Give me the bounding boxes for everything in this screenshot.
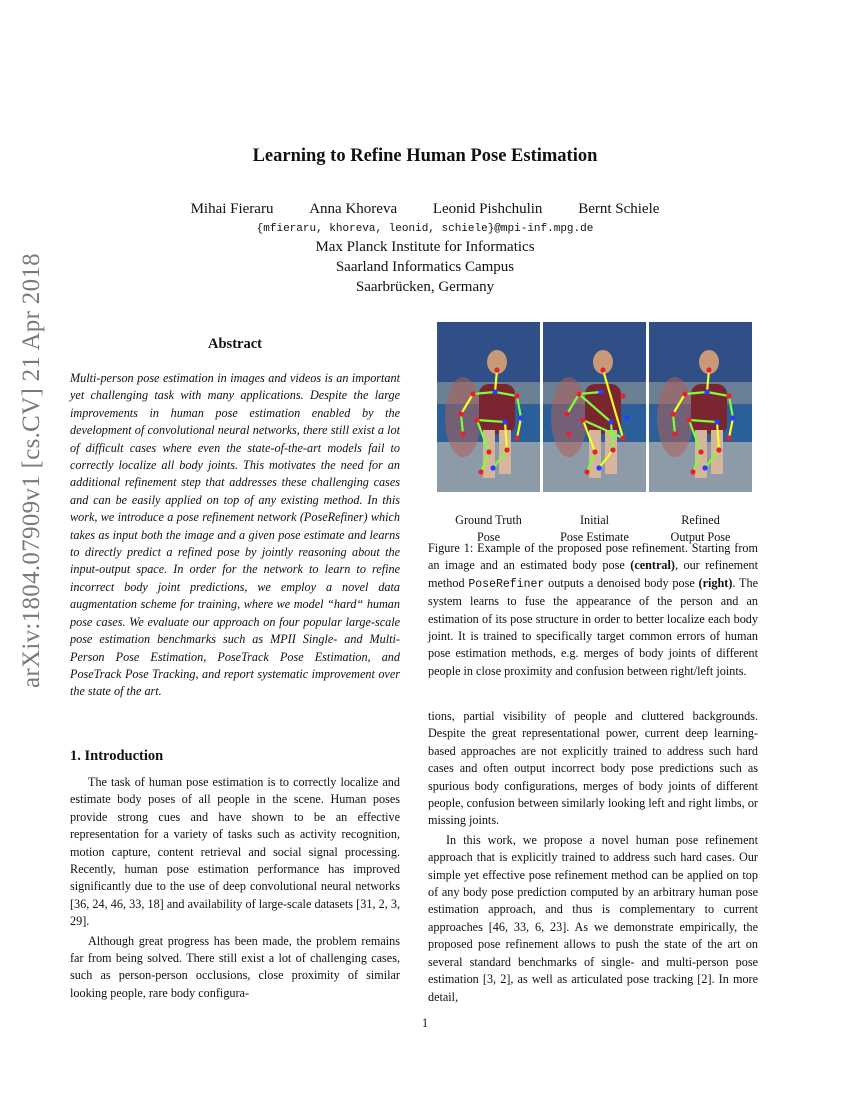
panel-label-text: Initial Pose Estimate [560, 513, 629, 544]
skeleton-joint [564, 411, 569, 416]
skeleton-joint [704, 389, 709, 394]
skeleton-joint [460, 431, 465, 436]
abstract-heading: Abstract [208, 336, 262, 352]
skeleton-joint [726, 435, 731, 440]
body-paragraph: In this work, we propose a novel human pose refinement approach that is explicitly trained to address such hard cases. Our simple yet effective pose refinement method can be applied on top of any body pose prediction computed by an arbitrary human pose estimation approach, and thus is complementary to current approaches [46, 33, 6, 23]. As we demonstrate empirically, the proposed pose refinement allows to push the state of the art on several standard benchmarks of single- and multi-person pose estimation [3, 2], as well as articulated pose tracking [2]. In more detail, [428, 832, 758, 1004]
caption-code: PoseRefiner [468, 577, 545, 591]
skeleton-joint [502, 419, 507, 424]
skeleton-joint [682, 391, 687, 396]
caption-text: . The system learns to fuse the appearance of the person and an estimation of its pose structure in order to better localize each body joint. It is trained to specifically target common errors of human pose estimation methods, e.g. merges of body joints of different people in close proximity and confusion between right/left joints. [428, 575, 758, 678]
skeleton-joint [598, 389, 603, 394]
skeleton-joint [580, 417, 585, 422]
panel-photo [543, 322, 646, 492]
body-paragraph: tions, partial visibility of people and cluttered backgrounds. Despite the great representational power, current deep learning-based approaches are not explicitly trained to address such hard cases and often output incorrect body pose predictions such as spurious body configurations, merges of body joints of different people, confusion between similarly looking left and right limbs, or missing joints. [428, 709, 758, 828]
skeleton-joint [514, 393, 519, 398]
skeleton-joint [726, 393, 731, 398]
skeleton-joint [706, 367, 711, 372]
panel-label-text: Ground Truth Pose [455, 513, 522, 544]
skeleton-joint [620, 435, 625, 440]
introduction-body [70, 774, 400, 1004]
skeleton-joint [494, 367, 499, 372]
skeleton-joint [670, 411, 675, 416]
paper-title: Learning to Refine Human Pose Estimation [252, 146, 598, 166]
panel-photo [437, 322, 540, 492]
panel-label-text: Refined Output Pose [670, 513, 731, 544]
author-list [0, 201, 850, 218]
affiliation-line: Saarland Informatics Campus [335, 259, 515, 275]
skeleton-joint [716, 447, 721, 452]
figure-panel-refined-output [649, 322, 752, 492]
skeleton-joint [600, 367, 605, 372]
skeleton-joint [478, 469, 483, 474]
skeleton-joint [690, 469, 695, 474]
skeleton-joint [576, 391, 581, 396]
affiliation-line: Saarbrücken, Germany [355, 279, 495, 295]
skeleton-joint [518, 415, 523, 420]
caption-text: , our refinement method [428, 558, 759, 590]
author-emails: {mfieraru, khoreva, leonid, schiele}@mpi-inf.mpg.de [256, 223, 594, 235]
skeleton-joint [608, 419, 613, 424]
skeleton-joint [714, 419, 719, 424]
author-name: Bernt Schiele [578, 201, 660, 217]
blurred-person [445, 377, 481, 457]
skeleton-joint [698, 449, 703, 454]
figure-1-caption [428, 540, 758, 680]
skeleton-joint [596, 465, 601, 470]
figure-1-images [437, 322, 752, 492]
caption-bold: (right) [698, 575, 733, 590]
abstract-text [70, 370, 400, 701]
skeleton-joint [686, 417, 691, 422]
figure-panel-ground-truth [437, 322, 540, 492]
blurred-person [657, 377, 693, 457]
skeleton-joint [672, 431, 677, 436]
skeleton-joint [474, 417, 479, 422]
caption-text: outputs a denoised body pose [544, 575, 699, 590]
arxiv-stamp-wrapper [18, 253, 48, 690]
skeleton-joint [610, 447, 615, 452]
affiliation-line: Max Planck Institute for Informatics [315, 239, 535, 255]
author-name: Anna Khoreva [309, 201, 398, 217]
page-number: 1 [421, 1016, 429, 1030]
skeleton-joint [486, 449, 491, 454]
skeleton-joint [490, 465, 495, 470]
figure-panel-initial-estimate [543, 322, 646, 492]
skeleton-joint [514, 435, 519, 440]
skeleton-joint [702, 465, 707, 470]
skeleton-joint [730, 415, 735, 420]
blurred-person [551, 377, 587, 457]
skeleton-joint [492, 389, 497, 394]
arxiv-stamp: arXiv:1804.07909v1 [cs.CV] 21 Apr 2018 [18, 253, 45, 688]
caption-bold: (central) [630, 558, 675, 573]
panel-photo [649, 322, 752, 492]
skeleton-joint [470, 391, 475, 396]
skeleton-joint [458, 411, 463, 416]
skeleton-joint [566, 431, 571, 436]
author-name: Leonid Pishchulin [432, 201, 543, 217]
skeleton-joint [620, 393, 625, 398]
skeleton-joint [584, 469, 589, 474]
abstract-paragraph: Multi-person pose estimation in images and videos is an important yet challenging task with many applications. Despite the large improvements in human pose estimation enabled by the development of convolutional neural networks, there still exist a lot of difficult cases where even the state-of-the-art models fail to correctly localize all body joints. This motivates the need for an additional refinement step that addresses these challenging cases and can be easily applied on top of any existing method. In this work, we introduce a pose refinement network (PoseRefiner) which takes as input both the image and a given pose estimate and learns to directly predict a refined pose by jointly reasoning about the input-output space. In order for the network to learn to refine incorrect body joint predictions, we employ a novel data augmentation scheme for training, where we model “hard“ human pose cases. We evaluate our approach on four popular large-scale pose estimation benchmarks such as MPII Single- and Multi-Person Pose Estimation, PoseTrack Pose Estimation, and PoseTrack Pose Tracking, and report systematic improvement over the state of the art. [70, 371, 400, 699]
skeleton-joint [592, 449, 597, 454]
author-name: Mihai Fieraru [190, 201, 274, 217]
intro-paragraph: Although great progress has been made, the problem remains far from being solved. There still exist a lot of challenging cases, such as person-person occlusions, close proximity of similar looking people, rare body configura- [70, 933, 400, 1000]
right-column-body [428, 708, 758, 1006]
section-heading-introduction: 1. Introduction [70, 748, 164, 764]
intro-paragraph: The task of human pose estimation is to correctly localize and estimate body poses of all people in the scene. Human poses provide strong cues and have shown to be an effective representation for a variety of tasks such as activity recognition, motion capture, content retrieval and social signal processing. Recently, human pose estimation performance has improved significantly due to the use of deep convolutional neural networks [36, 24, 46, 33, 18] and availability of large-scale datasets [31, 2, 3, 29]. [70, 775, 400, 929]
caption-text: Figure 1: Example of the proposed pose refinement. Starting from an image and an estimated body pose [428, 541, 758, 573]
skeleton-joint [624, 415, 629, 420]
skeleton-joint [504, 447, 509, 452]
